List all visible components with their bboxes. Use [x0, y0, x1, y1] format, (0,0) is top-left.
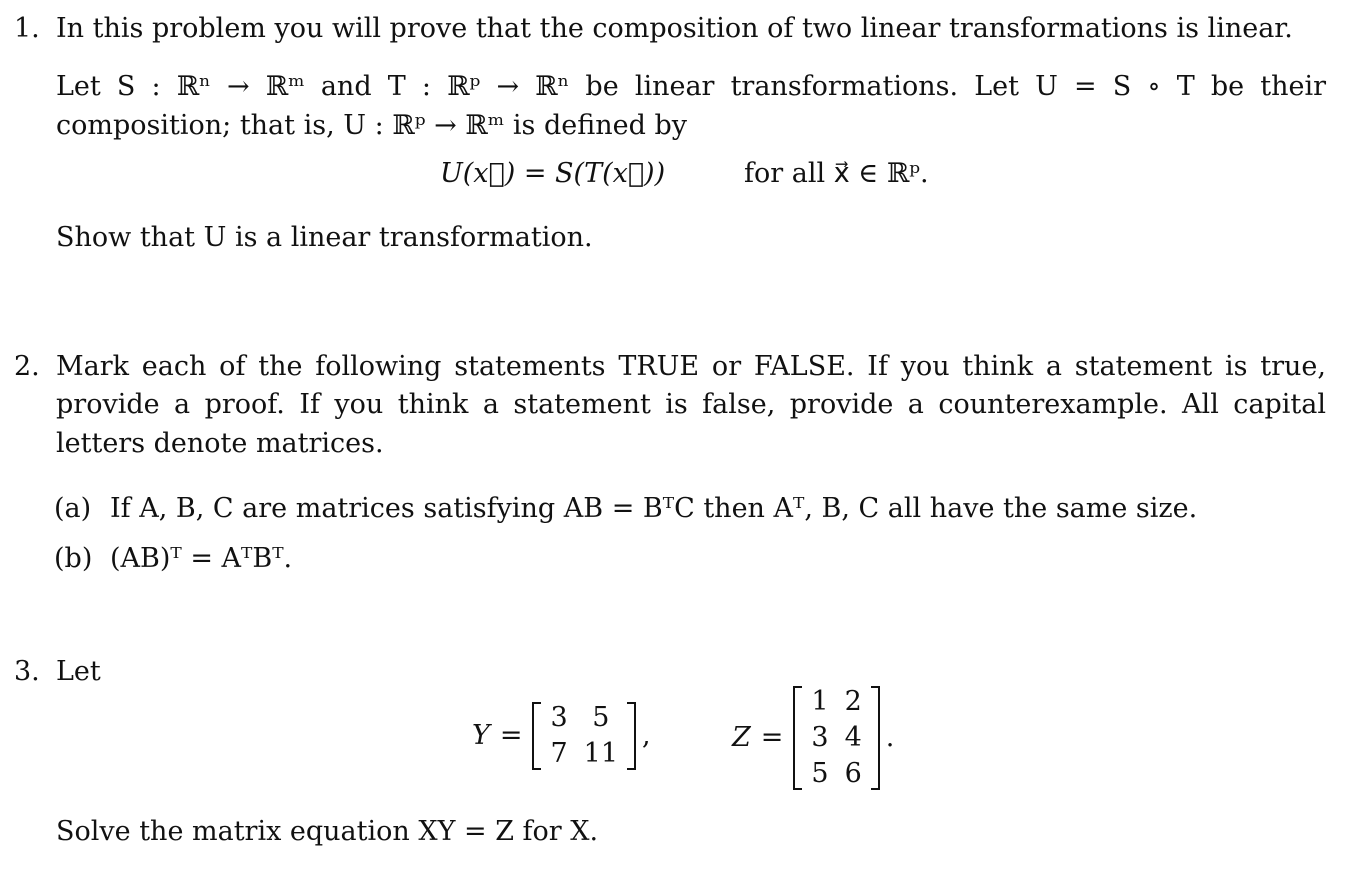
statement-text: If A, B, C are matrices satisfying AB = BᵀC then Aᵀ, B, C all have the same size.: [110, 493, 1198, 524]
composition-definition: [56, 145, 1326, 215]
problem-number: 1.: [14, 13, 40, 44]
problem-1-intro: In this problem you will prove that the composition of two linear transformations is linear.: [56, 13, 1293, 44]
matrix-Y: [532, 700, 636, 772]
problem-1-let-line: Let S : ℝⁿ → ℝᵐ and T : ℝᵖ → ℝⁿ be linear transformations. Let U = S ∘ T be their composition; that is, U : ℝᵖ → ℝᵐ is defined by: [56, 71, 1326, 141]
statement-b: [54, 540, 292, 578]
problem-3-let: Let: [56, 656, 101, 687]
definition-equation: U(x⃗) = S(T(x⃗)): [440, 157, 666, 189]
matrix-cell: 11: [583, 738, 618, 769]
statement-a: [54, 490, 1197, 528]
matrix-cell: 3: [811, 722, 829, 753]
matrix-cell: 3: [550, 702, 568, 733]
statement-text: (AB)ᵀ = AᵀBᵀ.: [110, 543, 293, 574]
matrix-cell: 5: [811, 758, 829, 789]
matrix-cell: 4: [844, 722, 862, 753]
problem-3: [14, 653, 1326, 691]
definition-domain: for all x⃗ ∈ ℝᵖ.: [744, 157, 929, 189]
matrix-name: Y: [472, 719, 490, 751]
matrix-cell: 2: [844, 686, 862, 717]
matrix-Z-definition: Z = 1 2 3 4 5 6 .: [732, 684, 894, 792]
matrix-cell: 7: [550, 738, 568, 769]
matrix-Y-definition: Y = 3 5 7 11 ,: [472, 700, 651, 772]
problem-number: 3.: [14, 656, 40, 687]
problem-1-show: Show that U is a linear transformation.: [56, 221, 593, 253]
problem-3-solve-text: Solve the matrix equation XY = Z for X.: [56, 816, 599, 847]
matrix-cell: 6: [844, 758, 862, 789]
problem-2-intro: Mark each of the following statements TRUE or FALSE. If you think a statement is true, provide a proof. If you think a statement is false, provide a counterexample. All capital letters denote matrices.: [56, 351, 1326, 459]
statement-label: (a): [54, 493, 92, 524]
problem-3-solve: [14, 813, 1326, 851]
matrix-Z: [793, 684, 879, 792]
matrix-name: Z: [732, 721, 751, 753]
problem-number: 2.: [14, 351, 40, 382]
problem-1: [14, 10, 1326, 257]
problem-2: [14, 348, 1326, 463]
matrix-cell: 1: [811, 686, 829, 717]
matrix-cell: 5: [592, 702, 610, 733]
statement-label: (b): [54, 543, 93, 574]
